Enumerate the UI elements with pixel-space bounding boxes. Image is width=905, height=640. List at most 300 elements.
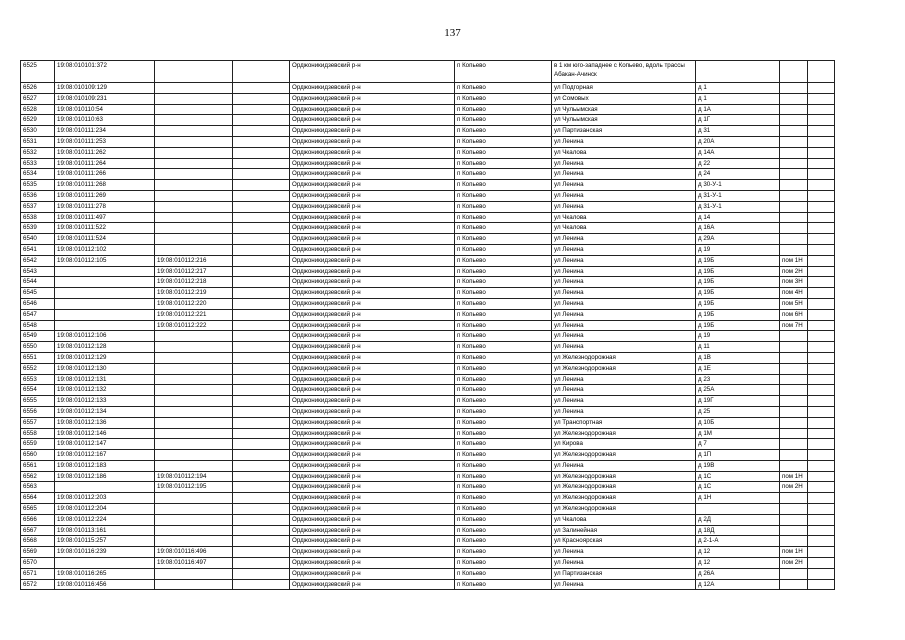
settlement-cell: п Копьево xyxy=(455,439,552,450)
empty-column-cell xyxy=(233,536,290,547)
house-cell: д 1Е xyxy=(696,363,780,374)
empty-column-cell xyxy=(233,342,290,353)
premises-cell xyxy=(780,180,808,191)
extra-column-cell xyxy=(808,450,835,461)
district-cell: Орджоникидзевский р-н xyxy=(290,147,455,158)
premises-cell xyxy=(780,190,808,201)
cadastral-number-cell: 19:08:010112:130 xyxy=(55,363,155,374)
sub-number-cell xyxy=(155,536,233,547)
row-number-cell: 6563 xyxy=(21,482,55,493)
settlement-cell: п Копьево xyxy=(455,547,552,558)
cadastral-number-cell: 19:08:010111:522 xyxy=(55,223,155,234)
street-cell: ул Железнодорожная xyxy=(552,450,696,461)
premises-cell xyxy=(780,417,808,428)
settlement-cell: п Копьево xyxy=(455,136,552,147)
district-cell: Орджоникидзевский р-н xyxy=(290,83,455,94)
row-number-cell: 6550 xyxy=(21,342,55,353)
settlement-cell: п Копьево xyxy=(455,277,552,288)
district-cell: Орджоникидзевский р-н xyxy=(290,396,455,407)
settlement-cell: п Копьево xyxy=(455,298,552,309)
extra-column-cell xyxy=(808,158,835,169)
settlement-cell: п Копьево xyxy=(455,417,552,428)
row-number-cell: 6534 xyxy=(21,169,55,180)
settlement-cell: п Копьево xyxy=(455,309,552,320)
street-cell: ул Ленина xyxy=(552,190,696,201)
sub-number-cell: 19:08:010112:194 xyxy=(155,471,233,482)
empty-column-cell xyxy=(233,320,290,331)
street-cell: ул Ленина xyxy=(552,298,696,309)
extra-column-cell xyxy=(808,374,835,385)
row-number-cell: 6568 xyxy=(21,536,55,547)
district-cell: Орджоникидзевский р-н xyxy=(290,417,455,428)
row-number-cell: 6555 xyxy=(21,396,55,407)
extra-column-cell xyxy=(808,579,835,590)
premises-cell: пом 7Н xyxy=(780,320,808,331)
district-cell: Орджоникидзевский р-н xyxy=(290,460,455,471)
house-cell: д 12А xyxy=(696,579,780,590)
premises-cell xyxy=(780,352,808,363)
table-row xyxy=(21,212,835,223)
extra-column-cell xyxy=(808,536,835,547)
table-row xyxy=(21,255,835,266)
cadastral-number-cell xyxy=(55,298,155,309)
empty-column-cell xyxy=(233,298,290,309)
table-row xyxy=(21,169,835,180)
house-cell: д 19Б xyxy=(696,266,780,277)
street-cell: ул Кирова xyxy=(552,439,696,450)
street-cell: ул Ленина xyxy=(552,136,696,147)
extra-column-cell xyxy=(808,61,835,83)
table-row xyxy=(21,363,835,374)
extra-column-cell xyxy=(808,136,835,147)
empty-column-cell xyxy=(233,460,290,471)
street-cell: ул Железнодорожная xyxy=(552,352,696,363)
row-number-cell: 6569 xyxy=(21,547,55,558)
premises-cell xyxy=(780,331,808,342)
extra-column-cell xyxy=(808,277,835,288)
row-number-cell: 6547 xyxy=(21,309,55,320)
street-cell: ул Ленина xyxy=(552,255,696,266)
district-cell: Орджоникидзевский р-н xyxy=(290,428,455,439)
empty-column-cell xyxy=(233,277,290,288)
street-cell: ул Ленина xyxy=(552,288,696,299)
sub-number-cell: 19:08:010116:496 xyxy=(155,547,233,558)
house-cell: д 19Б xyxy=(696,255,780,266)
sub-number-cell xyxy=(155,450,233,461)
table-row xyxy=(21,342,835,353)
row-number-cell: 6564 xyxy=(21,493,55,504)
row-number-cell: 6525 xyxy=(21,61,55,83)
extra-column-cell xyxy=(808,525,835,536)
row-number-cell: 6565 xyxy=(21,504,55,515)
settlement-cell: п Копьево xyxy=(455,158,552,169)
table-row xyxy=(21,277,835,288)
premises-cell xyxy=(780,244,808,255)
empty-column-cell xyxy=(233,514,290,525)
premises-cell xyxy=(780,61,808,83)
cadastral-number-cell: 19:08:010109:129 xyxy=(55,83,155,94)
extra-column-cell xyxy=(808,212,835,223)
cadastral-number-cell: 19:08:010112:186 xyxy=(55,471,155,482)
premises-cell xyxy=(780,104,808,115)
house-cell: д 7 xyxy=(696,439,780,450)
district-cell: Орджоникидзевский р-н xyxy=(290,180,455,191)
sub-number-cell xyxy=(155,136,233,147)
house-cell: д 1Г xyxy=(696,115,780,126)
sub-number-cell xyxy=(155,374,233,385)
district-cell: Орджоникидзевский р-н xyxy=(290,331,455,342)
district-cell: Орджоникидзевский р-н xyxy=(290,385,455,396)
house-cell: д 31 xyxy=(696,126,780,137)
table-row xyxy=(21,158,835,169)
empty-column-cell xyxy=(233,525,290,536)
premises-cell xyxy=(780,223,808,234)
house-cell: д 22 xyxy=(696,158,780,169)
table-row xyxy=(21,439,835,450)
sub-number-cell xyxy=(155,385,233,396)
house-cell: д 1Н xyxy=(696,493,780,504)
empty-column-cell xyxy=(233,93,290,104)
sub-number-cell xyxy=(155,439,233,450)
sub-number-cell xyxy=(155,244,233,255)
district-cell: Орджоникидзевский р-н xyxy=(290,514,455,525)
row-number-cell: 6535 xyxy=(21,180,55,191)
premises-cell xyxy=(780,212,808,223)
premises-cell: пом 3Н xyxy=(780,277,808,288)
cadastral-number-cell: 19:08:010112:134 xyxy=(55,406,155,417)
row-number-cell: 6545 xyxy=(21,288,55,299)
premises-cell xyxy=(780,525,808,536)
settlement-cell: п Копьево xyxy=(455,504,552,515)
settlement-cell: п Копьево xyxy=(455,396,552,407)
premises-cell xyxy=(780,363,808,374)
table-row xyxy=(21,547,835,558)
house-cell: д 19Б xyxy=(696,298,780,309)
extra-column-cell xyxy=(808,385,835,396)
house-cell: д 30-У-1 xyxy=(696,180,780,191)
house-cell: д 19Б xyxy=(696,288,780,299)
sub-number-cell xyxy=(155,331,233,342)
street-cell: ул Ленина xyxy=(552,547,696,558)
cadastral-number-cell: 19:08:010109:231 xyxy=(55,93,155,104)
empty-column-cell xyxy=(233,352,290,363)
settlement-cell: п Копьево xyxy=(455,93,552,104)
sub-number-cell xyxy=(155,428,233,439)
empty-column-cell xyxy=(233,190,290,201)
district-cell: Орджоникидзевский р-н xyxy=(290,136,455,147)
premises-cell xyxy=(780,493,808,504)
settlement-cell: п Копьево xyxy=(455,493,552,504)
table-row xyxy=(21,568,835,579)
settlement-cell: п Копьево xyxy=(455,223,552,234)
extra-column-cell xyxy=(808,331,835,342)
district-cell: Орджоникидзевский р-н xyxy=(290,309,455,320)
street-cell: ул Ленина xyxy=(552,244,696,255)
table-row xyxy=(21,471,835,482)
empty-column-cell xyxy=(233,180,290,191)
district-cell: Орджоникидзевский р-н xyxy=(290,277,455,288)
row-number-cell: 6537 xyxy=(21,201,55,212)
street-cell: ул Ленина xyxy=(552,201,696,212)
extra-column-cell xyxy=(808,558,835,569)
table-row xyxy=(21,493,835,504)
cadastral-number-cell: 19:08:010111:234 xyxy=(55,126,155,137)
row-number-cell: 6543 xyxy=(21,266,55,277)
street-cell: ул Ленина xyxy=(552,158,696,169)
district-cell: Орджоникидзевский р-н xyxy=(290,104,455,115)
premises-cell xyxy=(780,126,808,137)
house-cell xyxy=(696,504,780,515)
extra-column-cell xyxy=(808,460,835,471)
table-row xyxy=(21,244,835,255)
street-cell: ул Железнодорожная xyxy=(552,493,696,504)
table-row xyxy=(21,298,835,309)
house-cell: д 10Б xyxy=(696,417,780,428)
cadastral-number-cell: 19:08:010116:456 xyxy=(55,579,155,590)
premises-cell xyxy=(780,93,808,104)
table-row xyxy=(21,320,835,331)
premises-cell xyxy=(780,83,808,94)
street-cell: ул Транспортная xyxy=(552,417,696,428)
sub-number-cell xyxy=(155,460,233,471)
row-number-cell: 6542 xyxy=(21,255,55,266)
district-cell: Орджоникидзевский р-н xyxy=(290,115,455,126)
empty-column-cell xyxy=(233,396,290,407)
extra-column-cell xyxy=(808,93,835,104)
district-cell: Орджоникидзевский р-н xyxy=(290,169,455,180)
cadastral-number-cell: 19:08:010112:204 xyxy=(55,504,155,515)
empty-column-cell xyxy=(233,255,290,266)
sub-number-cell xyxy=(155,525,233,536)
sub-number-cell xyxy=(155,568,233,579)
settlement-cell: п Копьево xyxy=(455,352,552,363)
row-number-cell: 6541 xyxy=(21,244,55,255)
house-cell xyxy=(696,61,780,83)
cadastral-number-cell: 19:08:010111:278 xyxy=(55,201,155,212)
settlement-cell: п Копьево xyxy=(455,61,552,83)
district-cell: Орджоникидзевский р-н xyxy=(290,93,455,104)
empty-column-cell xyxy=(233,471,290,482)
empty-column-cell xyxy=(233,439,290,450)
street-cell: ул Сомовых xyxy=(552,93,696,104)
street-cell: ул Ленина xyxy=(552,234,696,245)
sub-number-cell xyxy=(155,352,233,363)
extra-column-cell xyxy=(808,190,835,201)
table-row xyxy=(21,201,835,212)
house-cell: д 24 xyxy=(696,169,780,180)
table-row xyxy=(21,417,835,428)
street-cell: ул Ленина xyxy=(552,374,696,385)
sub-number-cell: 19:08:010112:221 xyxy=(155,309,233,320)
premises-cell: пом 2Н xyxy=(780,266,808,277)
cadastral-number-cell: 19:08:010111:264 xyxy=(55,158,155,169)
house-cell: д 19 xyxy=(696,244,780,255)
district-cell: Орджоникидзевский р-н xyxy=(290,266,455,277)
settlement-cell: п Копьево xyxy=(455,558,552,569)
district-cell: Орджоникидзевский р-н xyxy=(290,568,455,579)
street-cell: ул Ленина xyxy=(552,406,696,417)
district-cell: Орджоникидзевский р-н xyxy=(290,558,455,569)
empty-column-cell xyxy=(233,223,290,234)
premises-cell: пом 4Н xyxy=(780,288,808,299)
table-body xyxy=(21,61,835,590)
sub-number-cell xyxy=(155,180,233,191)
empty-column-cell xyxy=(233,547,290,558)
cadastral-number-cell: 19:08:010112:146 xyxy=(55,428,155,439)
extra-column-cell xyxy=(808,147,835,158)
extra-column-cell xyxy=(808,104,835,115)
table-row xyxy=(21,266,835,277)
street-cell: ул Чкалова xyxy=(552,223,696,234)
settlement-cell: п Копьево xyxy=(455,385,552,396)
row-number-cell: 6557 xyxy=(21,417,55,428)
settlement-cell: п Копьево xyxy=(455,288,552,299)
settlement-cell: п Копьево xyxy=(455,255,552,266)
row-number-cell: 6562 xyxy=(21,471,55,482)
house-cell: д 25А xyxy=(696,385,780,396)
district-cell: Орджоникидзевский р-н xyxy=(290,471,455,482)
cadastral-number-cell: 19:08:010112:133 xyxy=(55,396,155,407)
table-row xyxy=(21,223,835,234)
settlement-cell: п Копьево xyxy=(455,579,552,590)
table-row xyxy=(21,180,835,191)
extra-column-cell xyxy=(808,234,835,245)
street-cell: ул Ленина xyxy=(552,309,696,320)
cadastral-number-cell: 19:08:010110:63 xyxy=(55,115,155,126)
table-row xyxy=(21,406,835,417)
street-cell: ул Ленина xyxy=(552,342,696,353)
street-cell: ул Партизанская xyxy=(552,568,696,579)
house-cell: д 26А xyxy=(696,568,780,579)
cadastral-number-cell: 19:08:010101:372 xyxy=(55,61,155,83)
empty-column-cell xyxy=(233,579,290,590)
extra-column-cell xyxy=(808,568,835,579)
cadastral-number-cell: 19:08:010113:161 xyxy=(55,525,155,536)
table-row xyxy=(21,352,835,363)
empty-column-cell xyxy=(233,201,290,212)
district-cell: Орджоникидзевский р-н xyxy=(290,504,455,515)
street-cell: ул Железнодорожная xyxy=(552,504,696,515)
house-cell: д 12 xyxy=(696,558,780,569)
premises-cell: пом 2Н xyxy=(780,482,808,493)
row-number-cell: 6531 xyxy=(21,136,55,147)
settlement-cell: п Копьево xyxy=(455,83,552,94)
cadastral-number-cell: 19:08:010112:147 xyxy=(55,439,155,450)
empty-column-cell xyxy=(233,115,290,126)
row-number-cell: 6532 xyxy=(21,147,55,158)
house-cell: д 1С xyxy=(696,471,780,482)
cadastral-number-cell: 19:08:010112:136 xyxy=(55,417,155,428)
house-cell: д 18Д xyxy=(696,525,780,536)
street-cell: ул Чкалова xyxy=(552,212,696,223)
empty-column-cell xyxy=(233,374,290,385)
table-row xyxy=(21,288,835,299)
empty-column-cell xyxy=(233,136,290,147)
premises-cell: пом 5Н xyxy=(780,298,808,309)
row-number-cell: 6552 xyxy=(21,363,55,374)
settlement-cell: п Копьево xyxy=(455,104,552,115)
settlement-cell: п Копьево xyxy=(455,482,552,493)
sub-number-cell: 19:08:010112:219 xyxy=(155,288,233,299)
house-cell: д 31-У-1 xyxy=(696,201,780,212)
house-cell: д 19В xyxy=(696,460,780,471)
district-cell: Орджоникидзевский р-н xyxy=(290,525,455,536)
sub-number-cell: 19:08:010112:220 xyxy=(155,298,233,309)
extra-column-cell xyxy=(808,266,835,277)
extra-column-cell xyxy=(808,83,835,94)
empty-column-cell xyxy=(233,558,290,569)
extra-column-cell xyxy=(808,115,835,126)
street-cell: ул Ленина xyxy=(552,331,696,342)
street-cell: ул Подгорная xyxy=(552,83,696,94)
cadastral-number-cell: 19:08:010111:524 xyxy=(55,234,155,245)
district-cell: Орджоникидзевский р-н xyxy=(290,406,455,417)
settlement-cell: п Копьево xyxy=(455,169,552,180)
sub-number-cell xyxy=(155,212,233,223)
house-cell: д 19Б xyxy=(696,277,780,288)
empty-column-cell xyxy=(233,406,290,417)
extra-column-cell xyxy=(808,547,835,558)
cadastral-number-cell: 19:08:010111:262 xyxy=(55,147,155,158)
row-number-cell: 6567 xyxy=(21,525,55,536)
district-cell: Орджоникидзевский р-н xyxy=(290,61,455,83)
row-number-cell: 6529 xyxy=(21,115,55,126)
extra-column-cell xyxy=(808,406,835,417)
street-cell: ул Партизанская xyxy=(552,126,696,137)
house-cell: д 23 xyxy=(696,374,780,385)
table-row xyxy=(21,514,835,525)
row-number-cell: 6570 xyxy=(21,558,55,569)
empty-column-cell xyxy=(233,493,290,504)
premises-cell xyxy=(780,504,808,515)
table-row xyxy=(21,396,835,407)
extra-column-cell xyxy=(808,428,835,439)
row-number-cell: 6533 xyxy=(21,158,55,169)
empty-column-cell xyxy=(233,417,290,428)
district-cell: Орджоникидзевский р-н xyxy=(290,363,455,374)
district-cell: Орджоникидзевский р-н xyxy=(290,493,455,504)
street-cell: ул Ленина xyxy=(552,579,696,590)
premises-cell xyxy=(780,439,808,450)
cadastral-number-cell xyxy=(55,320,155,331)
street-cell: ул Чульымская xyxy=(552,115,696,126)
empty-column-cell xyxy=(233,363,290,374)
extra-column-cell xyxy=(808,363,835,374)
house-cell: д 19Б xyxy=(696,320,780,331)
empty-column-cell xyxy=(233,126,290,137)
extra-column-cell xyxy=(808,298,835,309)
cadastral-number-cell xyxy=(55,266,155,277)
house-cell: д 1С xyxy=(696,482,780,493)
row-number-cell: 6546 xyxy=(21,298,55,309)
house-cell: д 14А xyxy=(696,147,780,158)
premises-cell xyxy=(780,374,808,385)
table-row xyxy=(21,579,835,590)
street-cell: в 1 км юго-западнее с Копьево, вдоль трассы Абакан-Ачинск xyxy=(552,61,696,83)
cadastral-number-cell: 19:08:010112:131 xyxy=(55,374,155,385)
sub-number-cell xyxy=(155,579,233,590)
cadastral-number-cell: 19:08:010111:269 xyxy=(55,190,155,201)
empty-column-cell xyxy=(233,61,290,83)
row-number-cell: 6527 xyxy=(21,93,55,104)
premises-cell xyxy=(780,115,808,126)
empty-column-cell xyxy=(233,83,290,94)
cadastral-number-cell xyxy=(55,288,155,299)
sub-number-cell xyxy=(155,126,233,137)
street-cell: ул Ленина xyxy=(552,320,696,331)
settlement-cell: п Копьево xyxy=(455,450,552,461)
settlement-cell: п Копьево xyxy=(455,180,552,191)
